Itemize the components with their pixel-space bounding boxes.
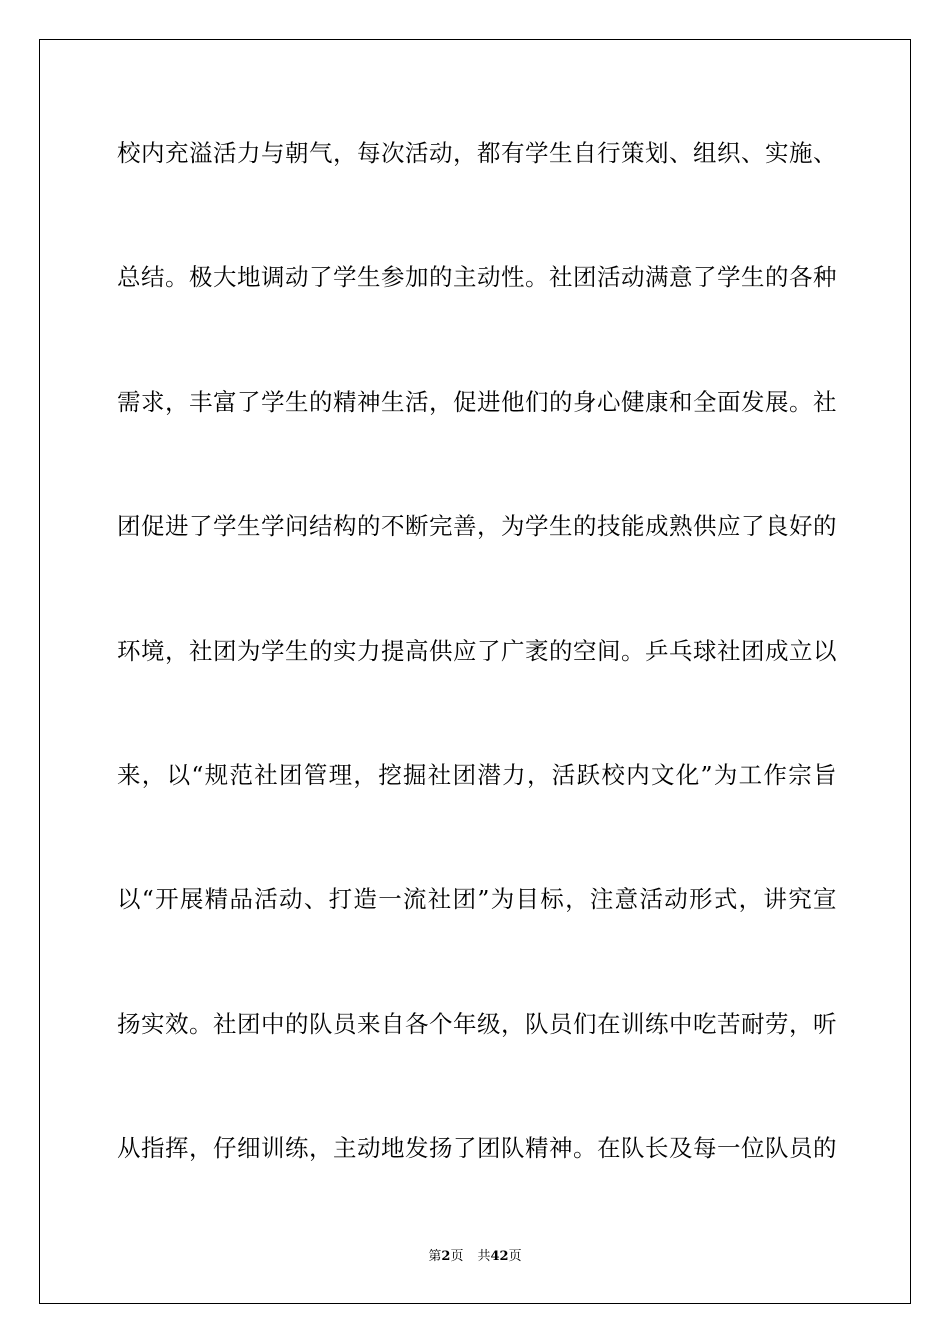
total-suffix: 页 xyxy=(508,1249,522,1264)
page-footer xyxy=(0,1247,950,1267)
text-line: 来，以“规范社团管理，挖掘社团潜力，活跃校内文化”为工作宗旨 xyxy=(117,760,837,789)
total-prefix: 共 xyxy=(477,1249,491,1264)
text-line: 以“开展精品活动、打造一流社团”为目标，注意活动形式，讲究宣 xyxy=(117,885,837,914)
total-pages: 42 xyxy=(490,1249,509,1264)
page-number: 2 xyxy=(441,1249,451,1264)
page-prefix: 第 xyxy=(428,1249,442,1264)
text-line: 从指挥，仔细训练，主动地发扬了团队精神。在队长及每一位队员的 xyxy=(117,1134,837,1162)
text-line: 扬实效。社团中的队员来自各个年级，队员们在训练中吃苦耐劳，听 xyxy=(117,1009,837,1038)
text-line: 校内充溢活力与朝气，每次活动，都有学生自行策划、组织、实施、 xyxy=(117,139,837,167)
text-line: 环境，社团为学生的实力提高供应了广袤的空间。乒乓球社团成立以 xyxy=(117,636,837,665)
text-line: 团促进了学生学问结构的不断完善，为学生的技能成熟供应了良好的 xyxy=(117,512,837,541)
text-line: 需求，丰富了学生的精神生活，促进他们的身心健康和全面发展。社 xyxy=(117,387,837,416)
text-line: 总结。极大地调动了学生参加的主动性。社团活动满意了学生的各种 xyxy=(117,263,837,292)
document-body xyxy=(117,122,837,1241)
page-suffix: 页 xyxy=(450,1249,464,1264)
